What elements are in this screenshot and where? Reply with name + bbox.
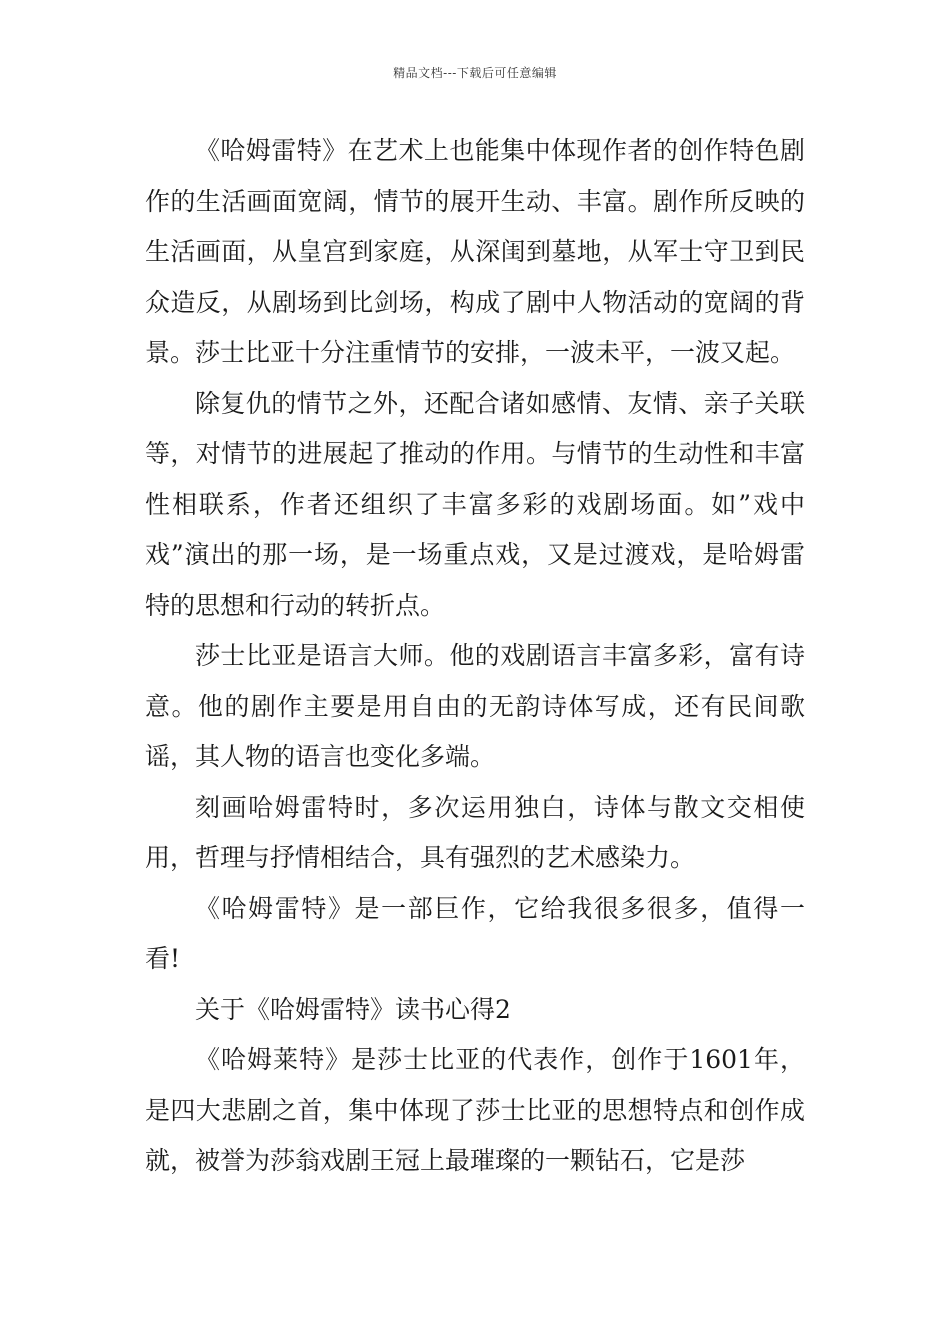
paragraph-6: 《哈姆莱特》是莎士比亚的代表作，创作于1601年，是四大悲剧之首，集中体现了莎士比亚的思想特点和创作成就，被誉为莎翁戏剧王冠上最璀璨的一颗钻石，它是莎 bbox=[145, 1045, 805, 1175]
paragraph-2: 除复仇的情节之外，还配合诸如感情、友情、亲子关联等，对情节的进展起了推动的作用。与情节的生动性和丰富性相联系，作者还组织了丰富多彩的戏剧场面。如”戏中戏”演出的那一场，是一场重点戏，又是过渡戏，是哈姆雷特的思想和行动的转折点。 bbox=[145, 388, 805, 620]
page-header: 精品文档---下载后可任意编辑 bbox=[393, 66, 557, 80]
paragraph-3: 莎士比亚是语言大师。他的戏剧语言丰富多彩，富有诗意。他的剧作主要是用自由的无韵诗体写成，还有民间歌谣，其人物的语言也变化多端。 bbox=[145, 641, 805, 771]
document-body bbox=[145, 126, 805, 1187]
paragraph-1: 《哈姆雷特》在艺术上也能集中体现作者的创作特色剧作的生活画面宽阔，情节的展开生动、丰富。剧作所反映的生活画面，从皇宫到家庭，从深闺到墓地，从军士守卫到民众造反，从剧场到比剑场，构成了剧中人物活动的宽阔的背景。莎士比亚十分注重情节的安排，一波未平，一波又起。 bbox=[145, 136, 805, 367]
section-heading: 关于《哈姆雷特》读书心得2 bbox=[195, 994, 511, 1024]
paragraph-5: 《哈姆雷特》是一部巨作，它给我很多很多，值得一看! bbox=[145, 893, 805, 973]
paragraph-4: 刻画哈姆雷特时，多次运用独白，诗体与散文交相使用，哲理与抒情相结合，具有强烈的艺术感染力。 bbox=[145, 792, 805, 872]
